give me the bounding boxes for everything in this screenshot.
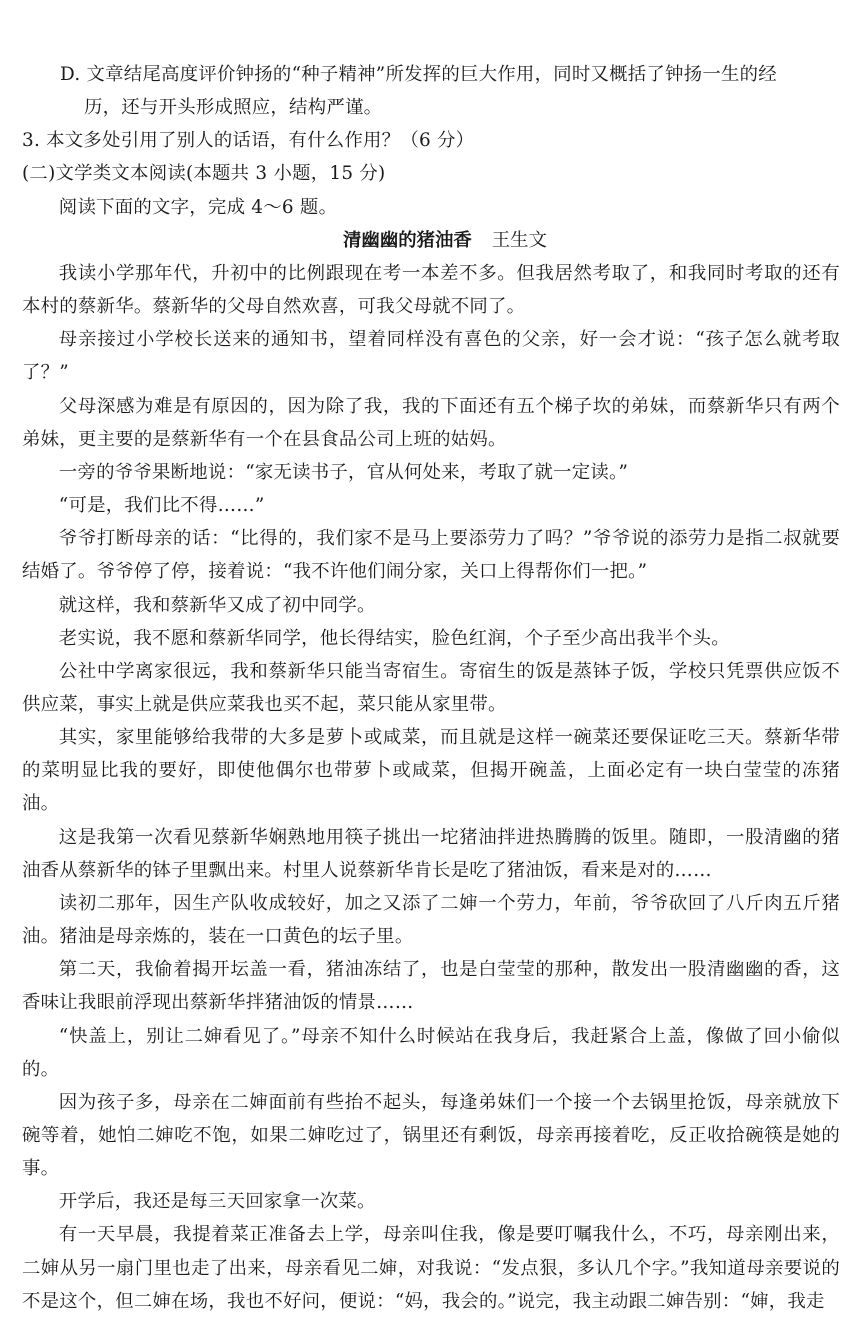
story-paragraph: 就这样，我和蔡新华又成了初中同学。 — [58, 594, 376, 616]
story-title-row — [22, 224, 840, 257]
story-paragraph: 开学后，我还是每三天回家拿一次菜。 — [58, 1191, 376, 1213]
story-paragraph: 公社中学离家很远，我和蔡新华只能当寄宿生。寄宿生的饭是蒸钵子饭，学校只凭票供应饭不供应菜，事实上就是供应菜我也买不起，菜只能从家里带。 — [22, 660, 840, 715]
story-paragraph: 读初二那年，因生产队收成较好，加之又添了二婶一个劳力，年前，爷爷砍回了八斤肉五斤猪油。猪油是母亲炼的，装在一口黄色的坛子里。 — [22, 892, 840, 948]
story-paragraph: 母亲接过小学校长送来的通知书，望着同样没有喜色的父亲，好一会才说：“孩子怎么就考取了？” — [22, 329, 840, 384]
story-title: 清幽幽的猪油香 — [343, 229, 472, 251]
story-paragraph: 因为孩子多，母亲在二婶面前有些抬不起头，每逢弟妹们一个接一个去锅里抢饭，母亲就放下碗等着，她怕二婶吃不饱，如果二婶吃过了，锅里还有剩饭，母亲再接着吃，反正收拾碗筷是她的事。 — [22, 1091, 840, 1180]
story-paragraph: 第二天，我偷着揭开坛盖一看，猪油冻结了，也是白莹莹的那种，散发出一股清幽幽的香，这香味让我眼前浮现出蔡新华拌猪油饭的情景…… — [22, 959, 840, 1014]
story-paragraph: 这是我第一次看见蔡新华娴熟地用筷子挑出一坨猪油拌进热腾腾的饭里。随即，一股清幽的猪油香从蔡新华的钵子里飘出来。村里人说蔡新华肯长是吃了猪油饭，看来是对的…… — [22, 826, 840, 881]
story-paragraph: 爷爷打断母亲的话：“比得的，我们家不是马上要添劳力了吗？”爷爷说的添劳力是指二叔就要结婚了。爷爷停了停，接着说：“我不许他们闹分家，关口上得帮你们一把。” — [22, 528, 840, 583]
story-paragraph: 我读小学那年代，升初中的比例跟现在考一本差不多。但我居然考取了，和我同时考取的还有本村的蔡新华。蔡新华的父母自然欢喜，可我父母就不同了。 — [22, 262, 840, 318]
story-paragraph: 一旁的爷爷果断地说：“家无读书子，官从何处来，考取了就一定读。” — [58, 461, 629, 483]
story-paragraph: 父母深感为难是有原因的，因为除了我，我的下面还有五个梯子坎的弟妹，而蔡新华只有两个弟妹，更主要的是蔡新华有一个在县食品公司上班的姑妈。 — [22, 395, 840, 450]
story-paragraph: 有一天早晨，我提着菜正准备去上学，母亲叫住我，像是要叮嘱我什么，不巧，母亲刚出来，二婶从另一扇门里也走了出来，母亲看见二婶，对我说：“发点狠，多认几个字。”我知道母亲要说的不是这个，但二婶在场，我也不好问，便说：“妈，我会的。”说完，我主动跟二婶告别：“婶，我走 — [22, 1224, 840, 1312]
story-paragraph: 其实，家里能够给我带的大多是萝卜或咸菜，而且就是这样一碗菜还要保证吃三天。蔡新华带的菜明显比我的要好，即使他偶尔也带萝卜或咸菜，但揭开碗盖，上面必定有一块白莹莹的冻猪油。 — [22, 727, 840, 815]
story-author: 王生文 — [491, 229, 547, 251]
section-heading: (二)文学类文本阅读(本题共 3 小题，15 分) — [22, 163, 386, 185]
question-3: 3. 本文多处引用了别人的话语，有什么作用？（6 分） — [22, 130, 475, 152]
option-d-line-2: 历，还与开头形成照应，结构严谨。 — [84, 97, 383, 119]
reading-instruction: 阅读下面的文字，完成 4～6 题。 — [58, 196, 338, 218]
story-paragraph: 老实说，我不愿和蔡新华同学，他长得结实，脸色红润，个子至少高出我半个头。 — [58, 627, 730, 649]
option-d-line-1: D. 文章结尾高度评价钟扬的“种子精神”所发挥的巨大作用，同时又概括了钟扬一生的经 — [60, 64, 777, 85]
story-paragraph: “可是，我们比不得……” — [58, 495, 265, 517]
story-paragraph: “快盖上，别让二婶看见了。”母亲不知什么时候站在我身后，我赶紧合上盖，像做了回小偷似的。 — [22, 1025, 840, 1080]
